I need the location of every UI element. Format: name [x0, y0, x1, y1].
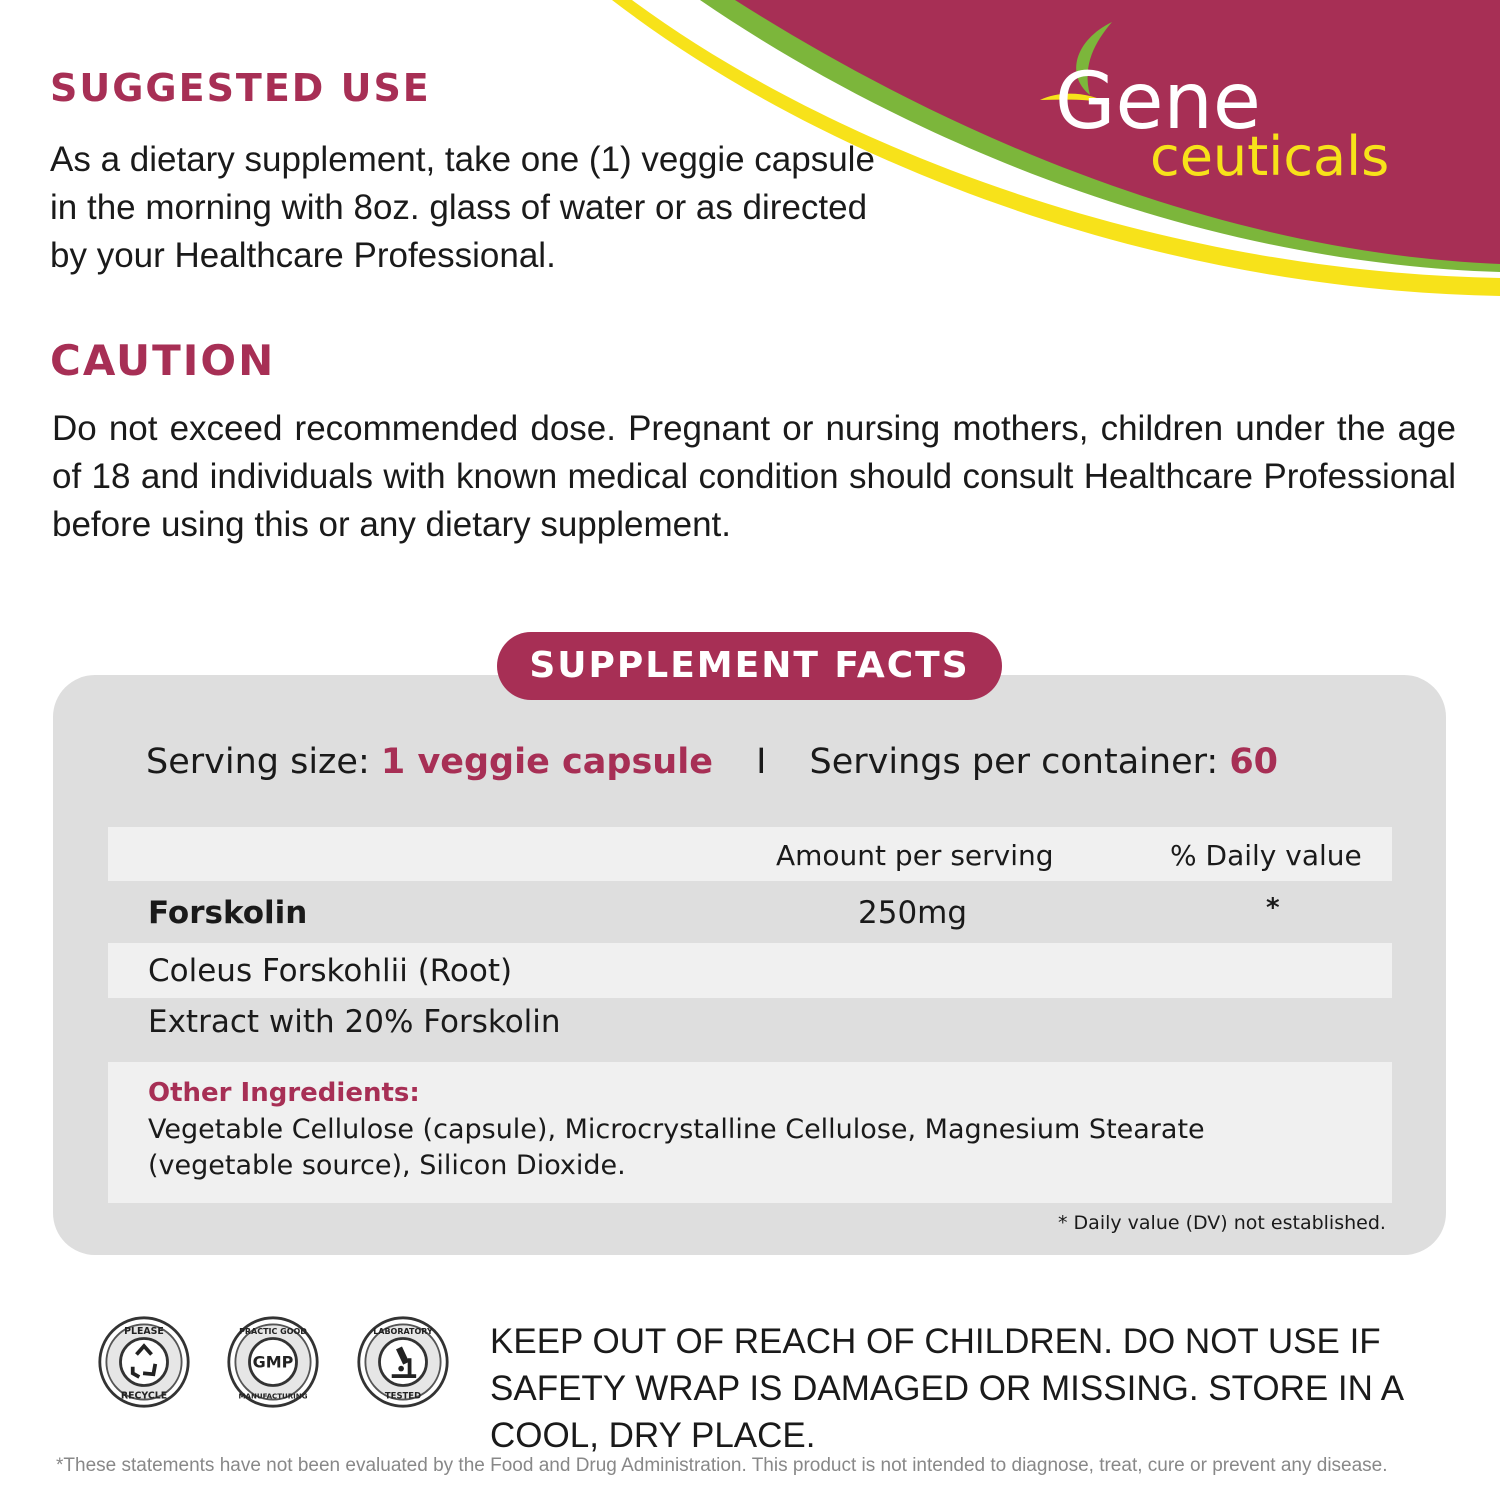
ingredient-name: Forskolin: [148, 895, 308, 931]
gmp-badge-icon: [226, 1315, 320, 1409]
svg-text:LABORATORY: LABORATORY: [373, 1326, 433, 1336]
table-row: [108, 943, 1392, 998]
serving-info: [146, 742, 1278, 782]
caution-heading: CAUTION: [50, 336, 276, 385]
serving-separator: I: [756, 742, 767, 782]
table-row: [108, 881, 1392, 943]
other-ingredients-text: Vegetable Cellulose (capsule), Microcrystalline Cellulose, Magnesium Stearate (vegetable source), Silicon Dioxide.: [148, 1114, 1205, 1181]
ingredient-source-line-1: Coleus Forskohlii (Root): [148, 953, 513, 989]
suggested-use-text: As a dietary supplement, take one (1) veggie capsule in the morning with 8oz. glass of water or as directed by your Healthcare Professional.: [50, 140, 875, 275]
fda-disclaimer: *These statements have not been evaluated by the Food and Drug Administration. This product is not intended to diagnose, treat, cure or prevent any disease.: [56, 1455, 1388, 1476]
ingredient-daily-value: *: [1266, 893, 1280, 923]
suggested-use-heading: SUGGESTED USE: [50, 66, 431, 110]
safety-warning: KEEP OUT OF REACH OF CHILDREN. DO NOT USE IF SAFETY WRAP IS DAMAGED OR MISSING. STORE IN A COOL, DRY PLACE.: [490, 1322, 1403, 1455]
amount-per-serving-header: Amount per serving: [776, 839, 1054, 872]
svg-text:TESTED: TESTED: [384, 1390, 422, 1401]
logo-ceuticals-text: ceuticals: [1150, 125, 1390, 188]
ingredient-amount: 250mg: [858, 895, 968, 931]
svg-text:MANUFACTURING: MANUFACTURING: [238, 1391, 308, 1401]
logo-gene-text: Gene: [1055, 57, 1261, 147]
daily-value-header: % Daily value: [1170, 839, 1362, 872]
svg-text:PLEASE: PLEASE: [124, 1325, 164, 1337]
lab-tested-badge-icon: [356, 1315, 450, 1409]
facts-header-row: [108, 827, 1392, 881]
other-ingredients-label: Other Ingredients:: [148, 1078, 420, 1108]
recycle-badge-icon: [97, 1315, 191, 1409]
serving-size-label: Serving size:: [146, 742, 370, 782]
servings-per-container-value: 60: [1229, 742, 1279, 782]
supplement-facts-title: SUPPLEMENT FACTS: [497, 632, 1002, 700]
servings-per-container-label: Servings per container:: [809, 742, 1219, 782]
other-ingredients-box: [108, 1062, 1392, 1203]
serving-size-value: 1 veggie capsule: [380, 742, 713, 782]
svg-text:PRACTIC GOOD: PRACTIC GOOD: [239, 1326, 307, 1336]
ingredient-source-line-2: Extract with 20% Forskolin: [148, 1004, 561, 1040]
daily-value-footnote: * Daily value (DV) not established.: [1058, 1212, 1386, 1234]
table-row: [108, 998, 1392, 1060]
svg-text:RECYCLE: RECYCLE: [120, 1390, 168, 1402]
caution-text: Do not exceed recommended dose. Pregnant or nursing mothers, children under the age of 18 and individuals with known medical condition should consult Healthcare Professional before using this or any dietary supplement.: [52, 409, 1456, 544]
svg-text:GMP: GMP: [252, 1352, 294, 1372]
